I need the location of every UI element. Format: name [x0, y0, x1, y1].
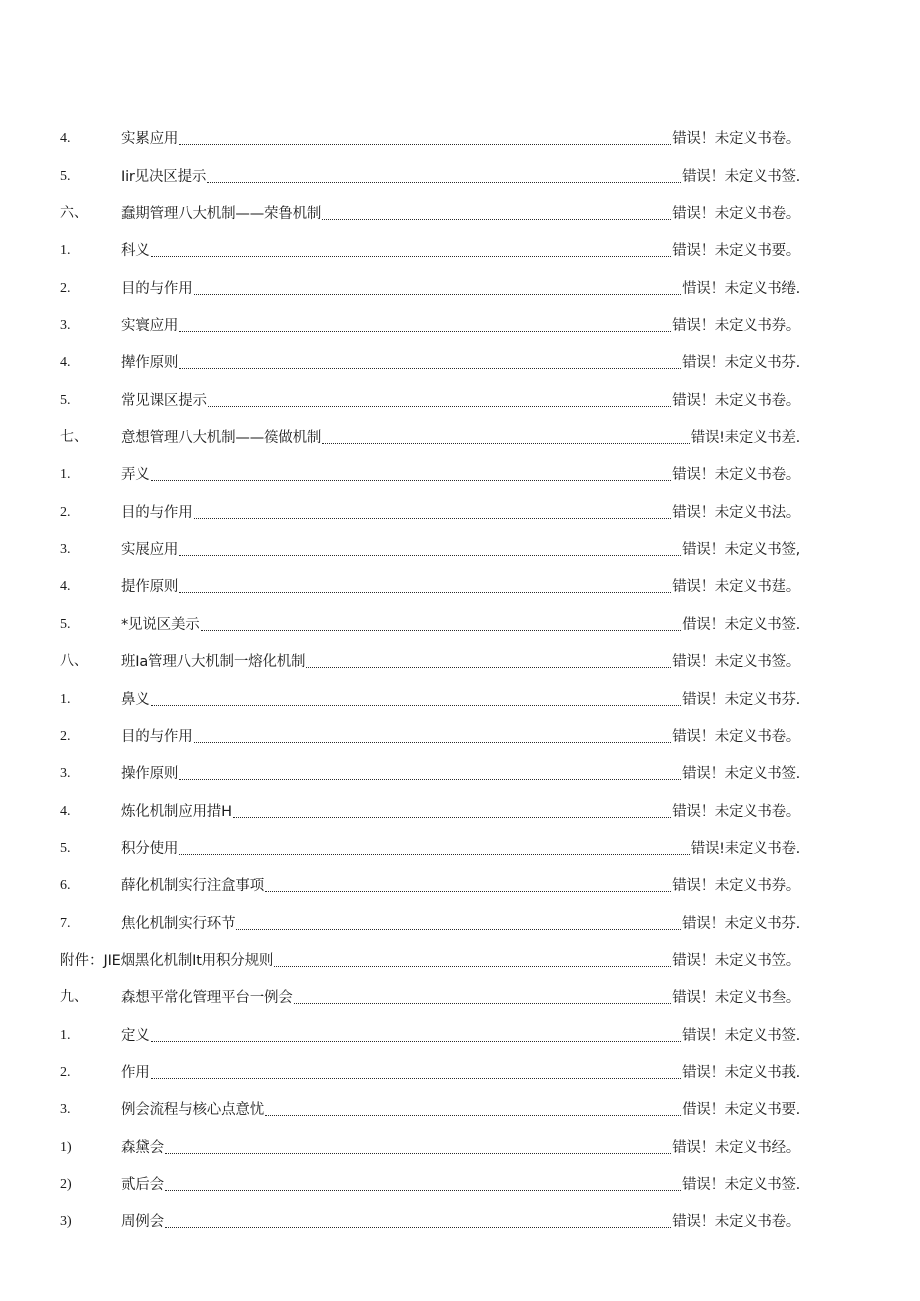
toc-entry-number: 八、 [60, 654, 88, 670]
dot-leader [274, 956, 671, 967]
dot-leader [265, 1105, 681, 1116]
toc-entry-title: 积分使用 [121, 840, 179, 857]
toc-entry-title: 操作原则 [121, 766, 179, 783]
toc-entry-page-ref: 错误！未定义书卷。 [672, 1214, 800, 1231]
toc-entry-number: 6. [60, 878, 71, 894]
dot-leader [151, 1031, 681, 1042]
toc-entry-page-ref: 错误！未定义书叁。 [672, 990, 800, 1007]
dot-leader [179, 321, 671, 332]
toc-entry-page-ref: 错误！未定义书莛。 [672, 579, 800, 596]
toc-entry-title: 实累应用 [121, 131, 179, 148]
toc-entry[interactable] [60, 229, 800, 266]
toc-entry-page-ref: 错误！未定义书签, [682, 542, 800, 559]
toc-entry-title: 蠢期管理八大机制——荣鲁机制 [121, 206, 322, 223]
toc-entry-title: 提作原则 [121, 579, 179, 596]
toc-entry-number: 六、 [60, 206, 88, 222]
toc-entry[interactable] [60, 1200, 800, 1237]
toc-entry-title: 作用 [121, 1064, 150, 1081]
toc-entry-page-ref: 借误！未定义书签. [682, 616, 800, 633]
toc-entry[interactable] [60, 266, 800, 303]
toc-entry-number: 5. [60, 616, 71, 632]
toc-entry-page-ref: 错误！未定义书莪. [682, 1064, 800, 1081]
toc-entry-page-ref: 错误！未定义书签. [682, 168, 800, 185]
toc-entry-title: *见说区美示 [121, 616, 200, 633]
toc-entry[interactable] [60, 827, 800, 864]
toc-entry[interactable] [60, 789, 800, 826]
toc-entry-title: 定义 [121, 1027, 150, 1044]
toc-entry-page-ref: 错误!耒定义书卷. [690, 840, 800, 857]
toc-entry[interactable] [60, 416, 800, 453]
toc-entry-title: 意想管理八大机制——篌做机制 [121, 430, 322, 447]
toc-entry[interactable] [60, 304, 800, 341]
toc-entry[interactable] [60, 1051, 800, 1088]
toc-entry-page-ref: 错误！未定义书芬. [682, 691, 800, 708]
dot-leader [194, 732, 672, 743]
dot-leader [322, 209, 671, 220]
toc-entry-number: 5. [60, 168, 71, 184]
toc-entry-page-ref: 错误！未定义书卷。 [672, 206, 800, 223]
toc-entry-number: 附件： [60, 952, 104, 969]
toc-entry[interactable] [60, 490, 800, 527]
dot-leader [151, 246, 672, 257]
toc-entry-number: 3. [60, 318, 71, 334]
toc-entry[interactable] [60, 565, 800, 602]
toc-entry-title: 焦化机制实行环节 [121, 915, 236, 932]
toc-entry[interactable] [60, 939, 800, 976]
toc-entry-page-ref: 错误！未定义书卷。 [672, 467, 800, 484]
dot-leader [233, 807, 671, 818]
toc-entry-number: 1. [60, 1027, 71, 1043]
dot-leader [179, 582, 671, 593]
toc-entry-number: 2. [60, 280, 71, 296]
toc-entry-page-ref: 错误！未定义书卷。 [672, 131, 800, 148]
toc-entry[interactable] [60, 976, 800, 1013]
toc-entry-number: 2. [60, 1064, 71, 1080]
toc-entry-page-ref: 错误！未定义书经。 [672, 1139, 800, 1156]
table-of-contents [60, 117, 800, 1237]
toc-entry-number: 1) [60, 1139, 72, 1155]
dot-leader [151, 695, 681, 706]
dot-leader [151, 1068, 681, 1079]
dot-leader [265, 881, 671, 892]
toc-entry-number: 7. [60, 915, 71, 931]
toc-entry-number: 3. [60, 766, 71, 782]
toc-entry-number: 3. [60, 542, 71, 558]
dot-leader [165, 1143, 671, 1154]
toc-entry-number: 2. [60, 504, 71, 520]
dot-leader [165, 1180, 681, 1191]
dot-leader [179, 134, 671, 145]
toc-entry-title: 森黛会 [121, 1139, 164, 1156]
dot-leader [194, 284, 682, 295]
toc-entry-page-ref: 惜误！未定义书绻. [682, 280, 800, 297]
toc-entry-title: 鼻义 [121, 691, 150, 708]
toc-entry-page-ref: 错误！未定义书券。 [672, 878, 800, 895]
toc-entry-page-ref: 错误！未定义书签. [682, 1176, 800, 1193]
toc-entry-number: 九、 [60, 990, 88, 1006]
dot-leader [306, 657, 671, 668]
toc-entry-title: 炼化机制应用措H [121, 803, 232, 820]
toc-entry-page-ref: 错误！未定义书法。 [672, 504, 800, 521]
toc-entry-title: 目的与作用 [121, 728, 193, 745]
toc-entry-title: 实寰应用 [121, 318, 179, 335]
toc-entry[interactable] [60, 1125, 800, 1162]
toc-entry-number: 3) [60, 1214, 72, 1230]
dot-leader [322, 433, 690, 444]
toc-entry-title: 贰后会 [121, 1176, 164, 1193]
toc-entry[interactable] [60, 752, 800, 789]
dot-leader [201, 620, 682, 631]
dot-leader [179, 844, 690, 855]
toc-entry-page-ref: 错误！未定义书签. [682, 1027, 800, 1044]
toc-entry-title: 班Ia管理八大机制一熔化机制 [121, 654, 306, 671]
toc-entry-number: 5. [60, 392, 71, 408]
toc-entry-title: 撵作原则 [121, 355, 179, 372]
toc-entry-page-ref: 错误！未定义书卷。 [672, 803, 800, 820]
toc-entry-page-ref: 借误！未定义书要. [682, 1102, 800, 1119]
toc-entry[interactable] [60, 117, 800, 154]
dot-leader [207, 172, 681, 183]
toc-entry-title: 例会流程与核心点意忧 [121, 1102, 264, 1119]
toc-entry-number: 4. [60, 579, 71, 595]
toc-entry[interactable] [60, 715, 800, 752]
toc-entry-title: JIE烟黑化机制It用积分规则 [103, 952, 274, 969]
toc-entry-title: 常见课区提示 [121, 392, 207, 409]
toc-entry-number: 3. [60, 1102, 71, 1118]
dot-leader [151, 470, 672, 481]
toc-entry-page-ref: 错误！未定义书签. [682, 766, 800, 783]
dot-leader [179, 358, 681, 369]
dot-leader [208, 396, 671, 407]
toc-entry-page-ref: 错误！未定义书要。 [672, 243, 800, 260]
dot-leader [179, 545, 681, 556]
dot-leader [165, 1217, 671, 1228]
toc-entry-page-ref: 错误！未定义书券。 [672, 318, 800, 335]
toc-entry[interactable] [60, 453, 800, 490]
toc-entry-title: 薛化机制实行注盒事项 [121, 878, 264, 895]
toc-entry[interactable] [60, 677, 800, 714]
toc-entry-title: 弄义 [121, 467, 150, 484]
toc-entry-number: 1. [60, 691, 71, 707]
dot-leader [236, 919, 681, 930]
toc-entry[interactable] [60, 602, 800, 639]
toc-entry-number: 1. [60, 467, 71, 483]
dot-leader [294, 993, 672, 1004]
toc-entry-title: 目的与作用 [121, 280, 193, 297]
toc-entry-title: 科义 [121, 243, 150, 260]
toc-entry[interactable] [60, 1013, 800, 1050]
toc-entry[interactable] [60, 154, 800, 191]
toc-entry-page-ref: 错误！未定义书卷。 [672, 728, 800, 745]
dot-leader [194, 508, 672, 519]
toc-entry-number: 4. [60, 803, 71, 819]
toc-entry-page-ref: 错误！未定义书卷。 [672, 392, 800, 409]
toc-entry-title: Iir见决区提示 [121, 168, 207, 185]
toc-entry-title: 实展应用 [121, 542, 179, 559]
toc-entry-page-ref: 错误！未定义书芬. [682, 915, 800, 932]
toc-entry[interactable] [60, 528, 800, 565]
toc-entry-title: 目的与作用 [121, 504, 193, 521]
toc-entry-page-ref: 错误！未定义书芬. [682, 355, 800, 372]
toc-entry[interactable] [60, 192, 800, 229]
toc-entry[interactable] [60, 864, 800, 901]
toc-entry-number: 2. [60, 728, 71, 744]
toc-entry[interactable] [60, 640, 800, 677]
toc-entry-number: 4. [60, 131, 71, 147]
toc-entry-page-ref: 错误！未定义书签。 [672, 654, 800, 671]
toc-entry[interactable] [60, 1163, 800, 1200]
toc-entry-number: 4. [60, 355, 71, 371]
toc-entry[interactable] [60, 378, 800, 415]
toc-entry-number: 5. [60, 840, 71, 856]
toc-entry[interactable] [60, 341, 800, 378]
toc-entry-number: 2) [60, 1176, 72, 1192]
toc-entry-page-ref: 错误！未定义书笠。 [672, 952, 800, 969]
toc-entry-title: 周例会 [121, 1214, 164, 1231]
toc-entry-number: 七、 [60, 430, 88, 446]
dot-leader [179, 769, 681, 780]
toc-entry[interactable] [60, 901, 800, 938]
toc-entry-page-ref: 错误!耒定义书差. [690, 430, 800, 447]
toc-entry-title: 森想平常化管理平台一例会 [121, 990, 293, 1007]
toc-entry-number: 1. [60, 243, 71, 259]
toc-entry[interactable] [60, 1088, 800, 1125]
